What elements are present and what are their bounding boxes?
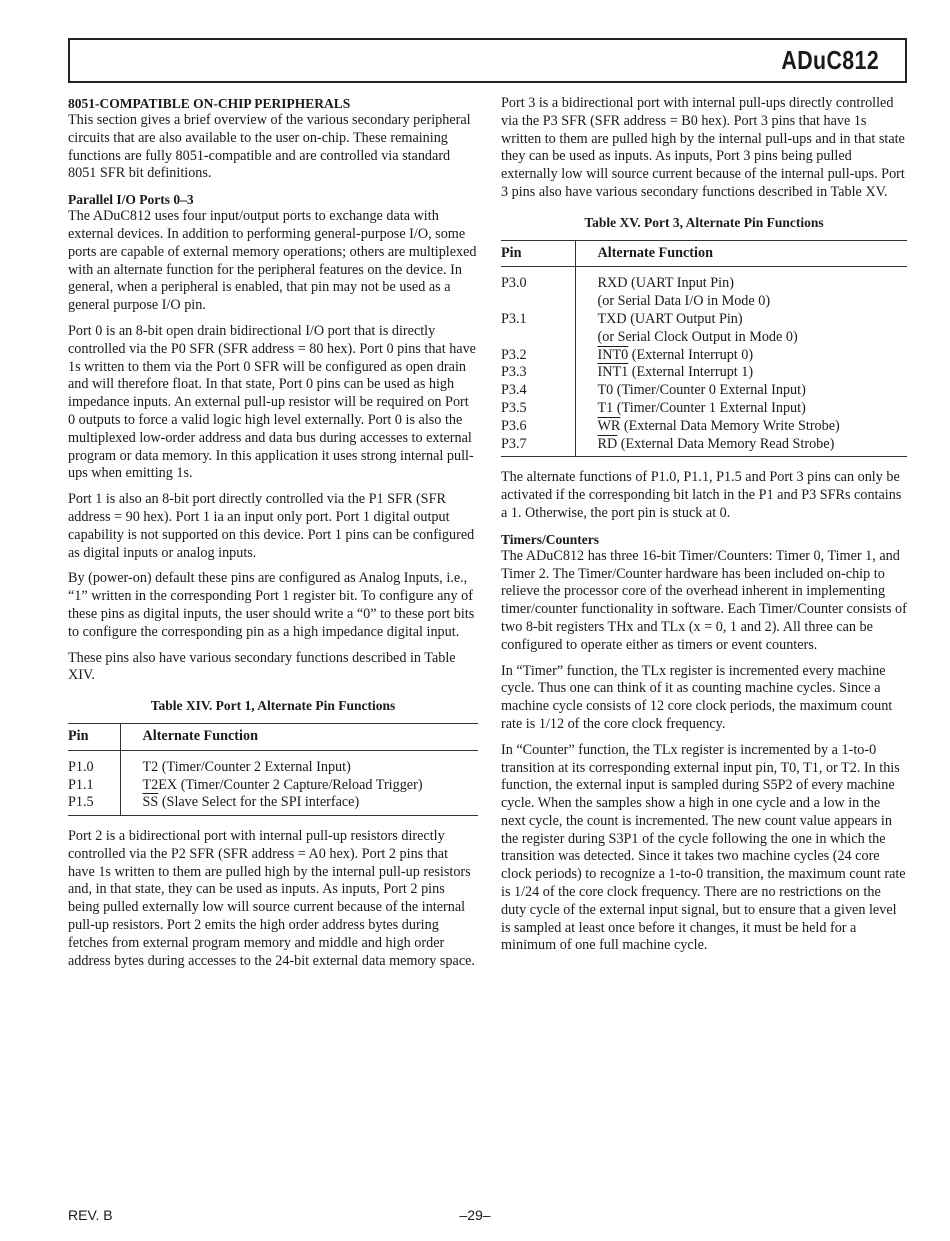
pin-cell: P3.5	[501, 399, 527, 416]
pin-cell: P3.3	[501, 364, 527, 381]
alternate-functions-paragraph: The alternate functions of P1.0, P1.1, P1.5 and Port 3 pins can only be activated if the corresponding bit latch in the P1 and P3 SFRs contains a 1. Otherwise, the port pin is stuck at 0.	[501, 469, 902, 521]
active-low-signal: INT1	[597, 364, 629, 381]
intro-paragraph: This section gives a brief overview of the various secondary peripheral circuits that are also available to the user on-chip. These remaining functions are fully 8051-compatible and are controlled via standard 8051 SFR bit definitions.	[68, 112, 471, 182]
table14	[68, 723, 478, 816]
table-row	[501, 311, 907, 347]
active-low-signal: INT0	[597, 346, 629, 363]
pin-cell: P1.1	[68, 776, 94, 793]
parallel-io-paragraph: The ADuC812 uses four input/output ports to exchange data with external devices. In addition to performing general-purpose I/O, some ports are capable of external memory operations; others are multiplexed with an alternate function for the peripheral features on the device. In general, when a peripheral is enabled, that pin may not be used as a general purpose I/O pin.	[68, 208, 477, 314]
function-cell: T2EX (Timer/Counter 2 Capture/Reload Trigger)	[120, 777, 478, 795]
secondary-functions-paragraph: These pins also have various secondary functions described in Table XIV.	[68, 649, 456, 684]
port3-paragraph: Port 3 is a bidirectional port with internal pull-ups directly controlled via the P3 SFR (SFR address = B0 hex). Port 3 pins that have 1s written to them are pulled high by the internal pull-ups and in that state they can be used as inputs. As inputs, Port 3 pins being pulled externally low will source current because of the internal pull-ups. Port 3 pins also have various secondary functions described in Table XV.	[501, 95, 905, 200]
table15	[501, 240, 907, 458]
function-note: (or Serial Clock Output in Mode 0)	[597, 328, 798, 345]
pin-cell: P3.1	[501, 310, 527, 327]
pin-cell: P1.5	[68, 794, 120, 815]
function-cell	[120, 794, 478, 815]
column-header-pin: Pin	[501, 240, 575, 267]
function-cell: T0 (Timer/Counter 0 External Input)	[575, 382, 907, 400]
pin-cell: P1.0	[68, 758, 94, 775]
column-header-pin: Pin	[68, 723, 120, 750]
table14-caption: Table XIV. Port 1, Alternate Pin Functions	[150, 698, 396, 714]
table-row	[68, 750, 478, 776]
counter-function-paragraph: In “Counter” function, the TLx register is incremented by a 1-to-0 transition at its corresponding external input pin, T0, T1, or T2. In this function, the external input is sampled during S5P2 of every machine cycle. When the samples show a high in one cycle and a low in the next cycle, the count is incremented. The new count value appears in the register during S3P1 of the cycle following the one in which the transition was detected. Since it takes two machine cycles (24 core clock periods) to recognize a 1-to-0 transition, the maximum count rate is 1/24 of the core clock frequency. There are no restrictions on the duty cycle of the external input signal, but to ensure that a given level is sampled at least once before it changes, it must be held for a minimum of one full machine cycle.	[501, 741, 906, 954]
table-row	[68, 794, 478, 815]
table15-caption: Table XV. Port 3, Alternate Pin Functions	[584, 214, 824, 230]
revision-label: REV. B	[68, 1207, 113, 1223]
section-heading: 8051-COMPATIBLE ON-CHIP PERIPHERALS	[68, 96, 351, 111]
column-header-function: Alternate Function	[120, 723, 478, 750]
function-cell	[575, 311, 907, 347]
pin-cell: P3.6	[501, 417, 527, 434]
function-cell: T1 (Timer/Counter 1 External Input)	[575, 400, 907, 418]
table-row	[501, 347, 907, 365]
parallel-io-heading: Parallel I/O Ports 0–3	[68, 192, 194, 208]
page-number: –29–	[459, 1207, 491, 1223]
left-column	[68, 95, 478, 978]
function-cell	[575, 418, 907, 436]
table-header-row	[68, 723, 478, 750]
function-cell: T2 (Timer/Counter 2 External Input)	[120, 750, 478, 776]
function-description: RXD (UART Input Pin)	[597, 275, 734, 292]
function-cell	[575, 364, 907, 382]
table-row	[501, 267, 907, 311]
pin-cell: P3.7	[501, 436, 575, 457]
table-row	[501, 418, 907, 436]
active-low-signal: $\overline{WR}$	[597, 417, 621, 434]
timers-paragraph: The ADuC812 has three 16-bit Timer/Counters: Timer 0, Timer 1, and Timer 2. The Timer/Counter hardware has been included on-chip to relieve the processor core of the overhead inherent in implementing timer/counter functionality in software. Each Timer/Counter consists of two 8-bit registers THx and TLx (x = 0, 1 and 2). All three can be configured to operate either as timers or event counters.	[501, 547, 907, 653]
table-row	[501, 400, 907, 418]
port0-paragraph: Port 0 is an 8-bit open drain bidirectional I/O port that is directly controlled via the P0 SFR (SFR address = 80 hex). Port 0 pins that have 1s written to them via the Port 0 SFR will be configured as open drain and will therefore float. In that state, Port 0 pins can be used as high impedance inputs. An external pull-up resistor will be required on Port 0 outputs to force a valid logic high level externally. Port 0 is also the multiplexed low-order address and data bus during accesses to external program or data memory. In this application it uses strong internal pull-ups when emitting 1s.	[68, 322, 476, 482]
function-cell	[575, 347, 907, 365]
pin-cell: P3.2	[501, 346, 527, 363]
table-row	[501, 364, 907, 382]
function-description: (External Data Memory Read Strobe)	[617, 435, 835, 452]
table-row	[68, 777, 478, 795]
port1-paragraph: Port 1 is also an 8-bit port directly controlled via the P1 SFR (SFR address = 90 hex). Port 1 ia an input only port. Port 1 digital output capability is not supported on this device. Port 1 pins can be configured as digital inputs or analog inputs.	[68, 491, 475, 561]
function-description: TXD (UART Output Pin)	[597, 310, 743, 327]
document-title: ADuC812	[781, 45, 879, 75]
function-description: (External Interrupt 0)	[628, 346, 754, 363]
pin-cell: P3.0	[501, 275, 527, 292]
active-low-signal: $\overline{RD}$	[597, 435, 618, 452]
timers-counters-heading: Timers/Counters	[501, 531, 599, 547]
timer-function-paragraph: In “Timer” function, the TLx register is incremented every machine cycle. Thus one can think of it as counting machine cycles. Since a machine cycle consists of 12 core clock periods, the maximum count rate is 1/12 of the core clock frequency.	[501, 662, 893, 732]
function-description: (External Data Memory Write Strobe)	[620, 417, 840, 434]
function-cell	[575, 436, 907, 457]
function-description: (Slave Select for the SPI interface)	[158, 794, 360, 811]
default-config-paragraph: By (power-on) default these pins are configured as Analog Inputs, i.e., “1” written in the corresponding Port 1 register bit. To configure any of these pins as digital inputs, the user should write a “0” to these port bits to configure the corresponding pin as a high impedance digital input.	[68, 570, 475, 640]
table-row	[501, 382, 907, 400]
function-description: (External Interrupt 1)	[628, 364, 754, 381]
function-note: (or Serial Data I/O in Mode 0)	[597, 293, 771, 310]
port2-paragraph: Port 2 is a bidirectional port with internal pull-up resistors directly controlled via the P2 SFR (SFR address = A0 hex). Port 2 pins that have 1s written to them are pulled high by the internal pull-up resistors and, in that state, they can be used as inputs. As inputs, Port 2 pins being pulled externally low will source current because of the internal pull-up resistors. Port 2 emits the high order address bytes during fetches from external program memory and middle and high order address bytes during accesses to the 24-bit external data memory space.	[68, 828, 475, 969]
column-header-function: Alternate Function	[575, 240, 907, 267]
right-column	[501, 95, 907, 963]
table-row	[501, 436, 907, 457]
pin-cell: P3.4	[501, 382, 527, 399]
table-header-row	[501, 240, 907, 267]
active-low-signal: $\overline{SS}$	[142, 794, 159, 811]
function-cell	[575, 267, 907, 311]
page-header	[68, 38, 907, 83]
